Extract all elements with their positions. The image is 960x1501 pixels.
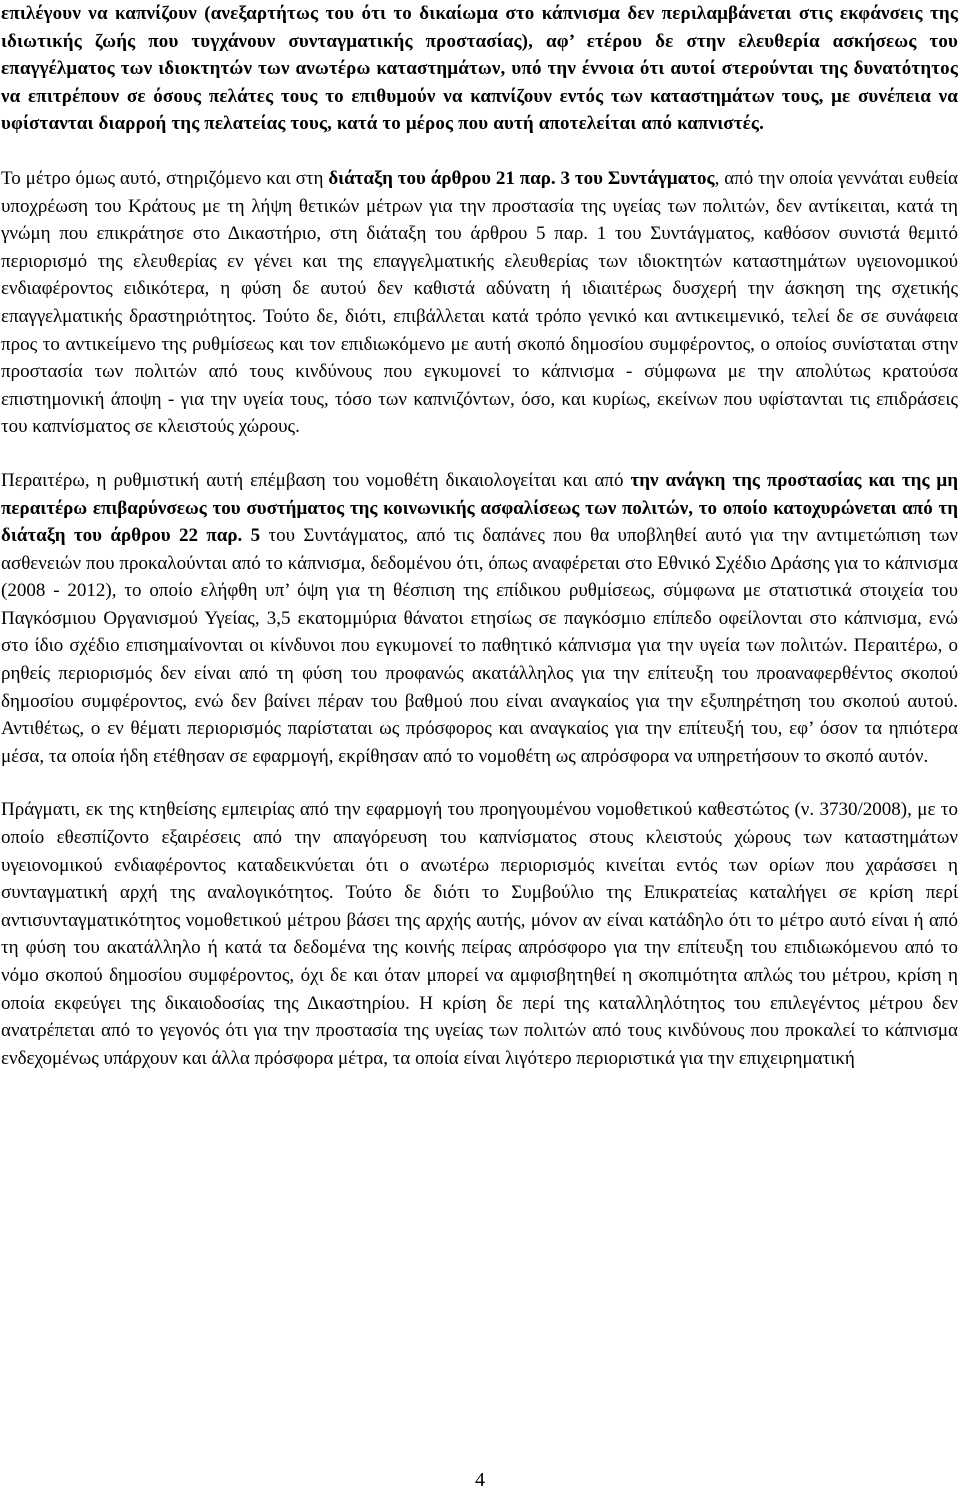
text-run: του Συντάγματος, από τις δαπάνες που θα υποβληθεί αυτό για την αντιμετώπιση των ασθενειών που προκαλούνται από το κάπνισμα, δεδομένου ότι, όπως αναφέρεται στο Εθνικό Σχέδιο Δράσης για το κάπνισμα (2008 - 2012), το οποίο ελήφθη υπ’ όψη για τη θέσπιση της επίδικου ρυθμίσεως, σύμφωνα με στατιστικά στοιχεία του Παγκόσμιου Οργανισμού Υγείας, 3,5 εκατομμύρια θάνατοι ετησίως σε παγκόσμιο επίπεδο οφείλονται στο κάπνισμα, ενώ στο ίδιο σχέδιο επισημαίνονται οι κίνδυνοι που εγκυμονεί το παθητικό κάπνισμα για την υγεία των πολιτών. Περαιτέρω, ο ρηθείς περιορισμός δεν είναι από τη φύση του προφανώς ακατάλληλος για την επίτευξη του προαναφερθέντος σκοπού δημοσίου συμφέροντος, ενώ δεν βαίνει πέραν του βαθμού που είναι αναγκαίος για την εξυπηρέτηση του σκοπού αυτού. Αντιθέτως, ο εν θέματι περιορισμός παρίσταται ως πρόσφορος και αναγκαίος για την επίτευξή του, εφ’ όσον τα ηπιότερα μέσα, τα οποία ήδη ετέθησαν σε εφαρμογή, εκρίθησαν από το νομοθέτη ως απρόσφορα να υπηρετήσουν το σκοπό αυτόν. (1, 525, 958, 767)
paragraph-3 (1, 467, 958, 771)
paragraph-2 (1, 165, 958, 441)
text-run: Πράγματι, εκ της κτηθείσης εμπειρίας από την εφαρμογή του προηγουμένου νομοθετικού καθεστώτος (ν. 3730/2008), με το οποίο εθεσπίζοντο εξαιρέσεις από την απαγόρευση του καπνίσματος στους κλειστούς χώρους των καταστημάτων υγειονομικού ενδιαφέροντος καταδεικνύεται ότι ο ανωτέρω περιορισμός κινείται εντός των ορίων που χαράσσει η συνταγματική αρχή της αναλογικότητος. Τούτο δε διότι το Συμβούλιο της Επικρατείας καταλήγει σε κρίση περί αντισυνταγματικότητος νομοθετικού μέτρου βάσει της αρχής αυτής, μόνον αν είναι κατάδηλο ότι το μέτρο αυτό είναι ή από τη φύση του ακατάλληλο ή κατά τα δεδομένα της κοινής πείρας απρόσφορο για την επίτευξη του επιδιωκόμενου από το νόμο σκοπού δημοσίου συμφέροντος, όχι δε και όταν μπορεί να αμφισβητηθεί η σκοπιμότητα απλώς του μέτρου, κρίση η οποία εκφεύγει της δικαιοδοσίας της Δικαστηρίου. Η κρίση δε περί της καταλληλότητος του επιλεγέντος μέτρου δεν ανατρέπεται από το γεγονός ότι για την προστασία της υγείας των πολιτών από τους κινδύνους που προκαλεί το κάπνισμα ενδεχομένως υπάρχουν και άλλα πρόσφορα μέτρα, τα οποία είναι λιγότερο περιοριστικά για την επιχειρηματική (1, 799, 958, 1069)
paragraph-4 (1, 796, 958, 1072)
text-run: Περαιτέρω, η ρυθμιστική αυτή επέμβαση του νομοθέτη δικαιολογείται και από (1, 469, 631, 491)
text-run: επιλέγουν να καπνίζουν (ανεξαρτήτως του ότι το δικαίωμα στο κάπνισμα δεν περιλαμβάνεται στις εκφάνσεις της ιδιωτικής ζωής που τυγχάνουν συνταγματικής προστασίας), αφ’ ετέρου δε στην ελευθερία ασκήσεως του επαγγέλματος των ιδιοκτητών των ανωτέρω καταστημάτων, υπό την έννοια ότι αυτοί στερούνται της δυνατότητος να επιτρέπουν σε όσους πελάτες τους το επιθυμούν να καπνίζουν εντός των καταστημάτων τους, με συνέπεια να υφίστανται διαρροή της πελατείας τους, κατά το μέρος που αυτή αποτελείται από καπνιστές. (1, 3, 958, 135)
paragraph-1 (1, 0, 958, 138)
text-run: την ανάγκη της προστασίας και της μη περαιτέρω επιβαρύνσεως του συστήματος της κοινωνικής ασφαλίσεως των πολιτών, το οποίο κατοχυρώνεται από τη διάταξη του άρθρου 22 παρ. 5 (1, 469, 958, 547)
text-run: Το μέτρο όμως αυτό, στηριζόμενο και στη (1, 167, 329, 189)
text-run: , από την οποία γεννάται ευθεία υποχρέωση του Κράτους με τη λήψη θετικών μέτρων για την προστασία της υγείας των πολιτών, δεν αντίκειται, κατά τη γνώμη που επικράτησε στο Δικαστήριο, στη διάταξη του άρθρου 5 παρ. 1 του Συντάγματος, καθόσον συνιστά θεμιτό περιορισμό της ελευθερίας εν γένει και της επαγγελματικής ελευθερίας των ιδιοκτητών καταστημάτων υγειονομικού ενδιαφέροντος ειδικότερα, η φύση δε αυτού δεν καθιστά αδύνατη ή ιδιαιτέρως δυσχερή την άσκηση της σχετικής επαγγελματικής δραστηριότητος. Τούτο δε, διότι, επιβάλλεται κατά τρόπο γενικό και αντικειμενικό, τελεί δε σε συνάφεια προς το αντικείμενο της ρυθμίσεως και τον επιδιωκόμενο με αυτή σκοπό δημοσίου συμφέροντος, ο οποίος συνίσταται στην προστασία των πολιτών από τους κινδύνους που εγκυμονεί το κάπνισμα - σύμφωνα με την απολύτως κρατούσα επιστημονική άποψη - για την υγεία τους, τόσο των καπνιζόντων, όσο, και κυρίως, εκείνων που υφίστανται τις επιδράσεις του καπνίσματος σε κλειστούς χώρους. (1, 167, 958, 438)
text-run: διάταξη του άρθρου 21 παρ. 3 του Συντάγματος (328, 167, 715, 189)
page-number: 4 (475, 1469, 485, 1491)
